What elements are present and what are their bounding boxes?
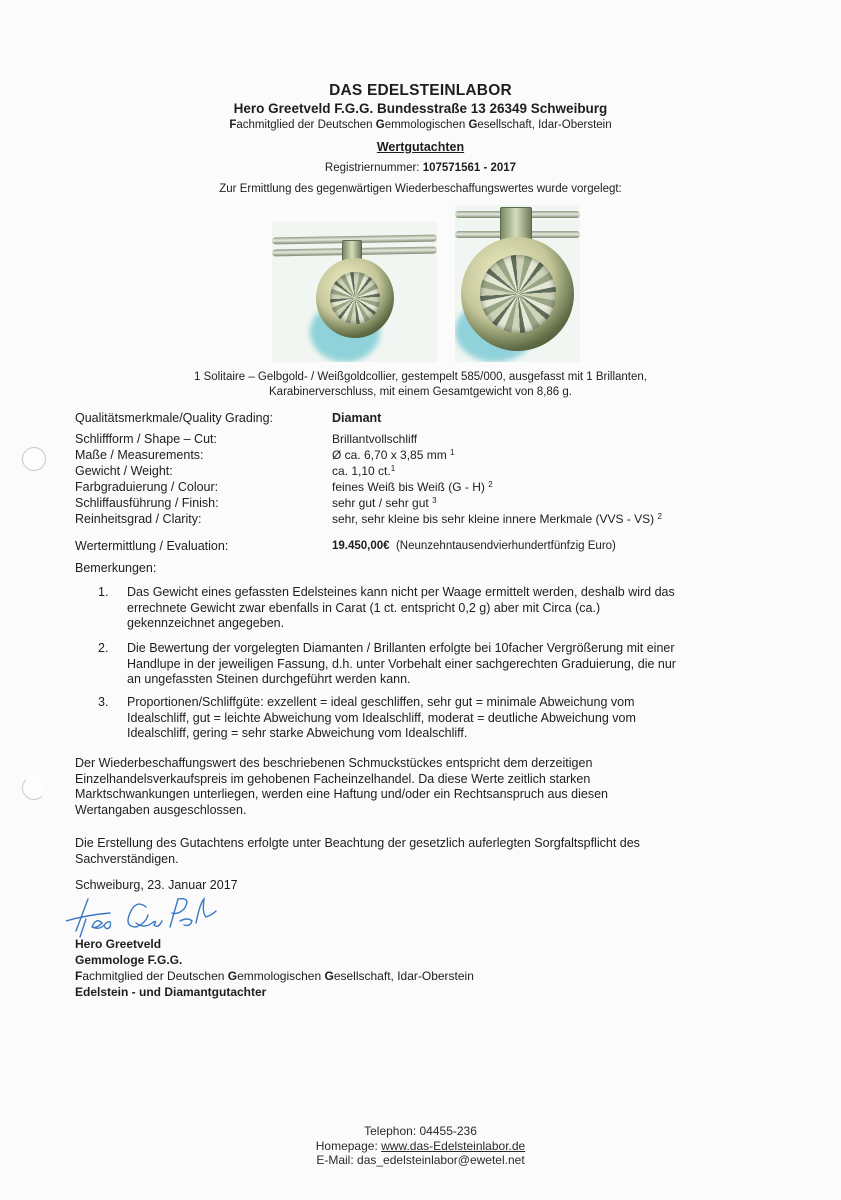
footer-homepage: Homepage: www.das-Edelsteinlabor.de [315,1138,526,1153]
grading-value-clarity: sehr, sehr kleine bis sehr kleine innere Merkmale (VVS - VS) $^2$ [332,512,662,526]
company-membership: Fachmitglied der Deutschen Gemmologischen Gesellschaft, Idar-Oberstein [229,119,612,131]
item-description: 1 Solitaire – Gelbgold- / Weißgoldcollier, gestempelt 585/000, ausgefasst mit 1 Brillanten, Karabinerverschluss, mit einem Gesamtgewicht von 8,86 g. [193,371,647,398]
grading-label-colour: Farbgraduierung / Colour: [75,480,219,494]
remark-item-1: 1. Das Gewicht eines gefassten Edelsteines kann nicht per Waage ermittelt werden, deshalb wird das errechnete Gewicht zwar ebenfalls in Carat (1 ct. entspricht 0,2 g) aber mit Circa (ca.) gekennzeichnet angegeben. [98,585,675,630]
grading-label-weight: Gewicht / Weight: [75,464,173,478]
registration-number: Registriernummer: 107571561 - 2017 [324,162,517,174]
remark-item-2: 2. Die Bewertung der vorgelegten Diamanten / Brillanten erfolgte bei 10facher Vergrößerung mit einer Handlupe in der jeweiligen Fassung, d.h. unter Vorbehalt einer sachgerechten Graduierung, die nur an ungefassten Steinen durchgeführt werden kann. [98,641,676,686]
pendant-photo-large [455,205,580,362]
document-title: Wertgutachten [376,140,465,154]
signer-name: Hero Greetveld [75,937,162,951]
punch-hole-top [22,447,46,471]
remark-item-3: 3. Proportionen/Schliffgüte: exzellent = ideal geschliffen, sehr gut = minimale Abweichung vom Idealschliff, gut = leichte Abweichung vom Idealschliff, moderat = deutliche Abweichung vom Idealschliff, gering = sehr starke Abweichung vom Idealschliff. [98,695,636,740]
footer-phone: Telephon: 04455-236 [364,1124,477,1138]
grading-header-value: Diamant [332,411,382,425]
company-name: DAS EDELSTEINLABOR [329,82,512,99]
signature-mark [66,893,226,941]
homepage-link[interactable]: www.das-Edelsteinlabor.de [381,1138,526,1153]
company-address: Hero Greetveld F.G.G. Bundesstraße 13 26349 Schweiburg [233,101,608,116]
remarks-heading: Bemerkungen: [75,561,157,575]
punch-hole-bottom [22,776,46,800]
signer-role: Edelstein - und Diamantgutachter [75,985,267,999]
email-address[interactable]: das_edelsteinlabor@ewetel.net [357,1153,525,1167]
signer-membership: Fachmitglied der Deutschen Gemmologischen Gesellschaft, Idar-Oberstein [75,969,474,983]
grading-label-measurements: Maße / Measurements: [75,448,204,462]
pendant-photo-small [272,222,437,362]
grading-label-cut: Schliffform / Shape – Cut: [75,432,217,446]
diligence-paragraph: Die Erstellung des Gutachtens erfolgte unter Beachtung der gesetzlich auferlegten Sorgfaltspflicht des Sachverständigen. [75,836,640,866]
disclaimer-paragraph: Der Wiederbeschaffungswert des beschriebenen Schmuckstückes entspricht dem derzeitigen Einzelhandelsverkaufspreis im gehobenen Facheinzelhandel. Da diese Werte zeitlich starken Marktschwankungen unterliegen, werden eine Haftung und/oder ein Rechtsanspruch aus diesen Wertangaben ausgeschlossen. [75,756,608,817]
grading-value-measurements: Ø ca. 6,70 x 3,85 mm $^1$ [332,448,455,462]
grading-value-weight: ca. 1,10 ct.$^1$ [332,464,396,478]
evaluation-value: 19.450,00€ (Neunzehntausendvierhundertfünfzig Euro) [332,540,616,552]
evaluation-label: Wertermittlung / Evaluation: [75,539,229,553]
grading-value-finish: sehr gut / sehr gut $^3$ [332,496,437,510]
grading-label-finish: Schliffausführung / Finish: [75,496,219,510]
intro-text: Zur Ermittlung des gegenwärtigen Wiederbeschaffungswertes wurde vorgelegt: [219,183,622,195]
place-date: Schweiburg, 23. Januar 2017 [75,878,238,892]
grading-label-clarity: Reinheitsgrad / Clarity: [75,512,202,526]
footer-email: E-Mail: das_edelsteinlabor@ewetel.net [316,1153,525,1167]
footer-contact [0,1124,841,1168]
grading-header-label: Qualitätsmerkmale/Quality Grading: [75,411,273,425]
grading-value-cut: Brillantvollschliff [332,432,418,446]
grading-value-colour: feines Weiß bis Weiß (G - H) $^2$ [332,480,493,494]
signer-title: Gemmologe F.G.G. [75,953,183,967]
